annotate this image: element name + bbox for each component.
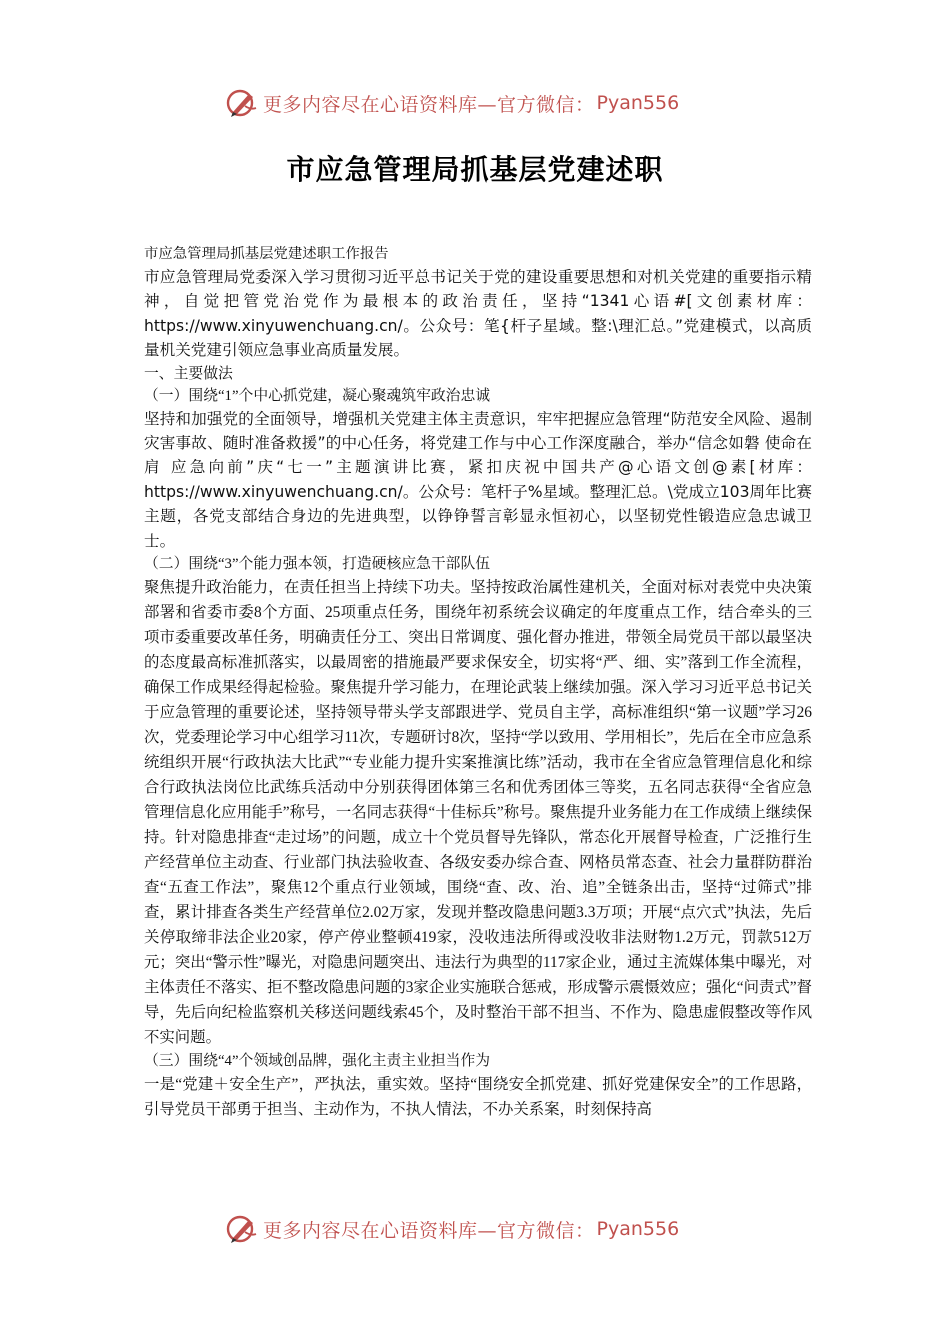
banner-text: 更多内容尽在心语资料库—官方微信： <box>263 1219 595 1242</box>
pen-logo-icon <box>225 1212 259 1246</box>
report-subtitle: 市应急管理局抓基层党建述职工作报告 <box>144 246 389 262</box>
header-banner <box>225 84 725 122</box>
document-title: 市应急管理局抓基层党建述职 <box>286 153 664 186</box>
subsection-3-paragraph: 一是“党建＋安全生产”，严执法，重实效。坚持“围绕安全抓党建、抓好党建保安全”的工作思路，引导党员干部勇于担当、主动作为，不执人情法，不办关系案，时刻保持高 <box>144 1076 812 1119</box>
pen-logo-icon <box>225 86 259 120</box>
section-heading: 一、主要做法 <box>144 365 233 382</box>
document-body <box>144 244 812 1122</box>
subsection-heading-1: （一）围绕“1”个中心抓党建，凝心聚魂筑牢政治忠诚 <box>144 387 491 404</box>
banner-wechat-id: Pyan556 <box>596 92 680 114</box>
subsection-1-paragraph: 坚持和加强党的全面领导，增强机关党建主体主责意识，牢牢把握应急管理“防范安全风险、遏制灾害事故、随时准备救援”的中心任务，将党建工作与中心工作深度融合，举办“信念如磐 使命在肩 应急向前”庆“七一”主题演讲比赛，紧扣庆祝中国共产@心语文创@素[材库：https://www.xinyuwenchuang.cn/。公众号：笔杆子%星域。整理汇总。\党成立103周年比赛主题，各党支部结合身边的先进典型，以铮铮誓言彰显永恒初心，以坚韧党性锻造应急忠诚卫士。 <box>144 409 812 550</box>
subsection-2-paragraph: 聚焦提升政治能力，在责任担当上持续下功夫。坚持按政治属性建机关，全面对标对表党中央决策部署和省委市委8个方面、25项重点任务，围绕年初系统会议确定的年度重点工作，结合牵头的三项市委重要改革任务，明确责任分工、突出日常调度、强化督办推进，带领全局党员干部以最坚决的态度最高标准抓落实，以最周密的措施最严要求保安全，切实将“严、细、实”落到工作全流程，确保工作成果经得起检验。聚焦提升学习能力，在理论武装上继续加强。深入学习习近平总书记关于应急管理的重要论述，坚持领导带头学支部跟进学、党员自主学，高标准组织“第一议题”学习26次，党委理论学习中心组学习11次，专题研讨8次，坚持“学以致用、学用相长”，先后在全市应急系统组织开展“行政执法大比武”“专业能力提升实案推演比练”活动，我市在全省应急管理信息化和综合行政执法岗位比武练兵活动中分别获得团体第三名和优秀团体三等奖，五名同志获得“全省应急管理信息化应用能手”称号，一名同志获得“十佳标兵”称号。聚焦提升业务能力在工作成绩上继续保持。针对隐患排查“走过场”的问题，成立十个党员督导先锋队，常态化开展督导检查，广泛推行生产经营单位主动查、行业部门执法验收查、各级安委办综合查、网格员常态查、社会力量群防群治查“五查工作法”，聚焦12个重点行业领域，围绕“查、改、治、追”全链条出击，坚持“过筛式”排查，累计排查各类生产经营单位2.02万家，发现并整改隐患问题3.3万项；开展“点穴式”执法，先后关停取缔非法企业20家，停产停业整顿419家，没收违法所得或没收非法财物1.2万元，罚款512万元；突出“警示性”曝光，对隐患问题突出、违法行为典型的117家企业，通过主流媒体集中曝光，对主体责任不落实、拒不整改隐患问题的3家企业实施联合惩戒，形成警示震慑效应；强化“问责式”督导，先后向纪检监察机关移送问题线索45个，及时整治干部不担当、不作为、隐患虚假整改等作风不实问题。 <box>144 579 812 1047</box>
subsection-heading-3: （三）围绕“4”个领域创品牌，强化主责主业担当作为 <box>144 1053 491 1070</box>
banner-wechat-id: Pyan556 <box>596 1218 680 1240</box>
footer-banner <box>225 1210 725 1248</box>
intro-paragraph: 市应急管理局党委深入学习贯彻习近平总书记关于党的建设重要思想和对机关党建的重要指示精神，自觉把管党治党作为最根本的政治责任，坚持“1341心语#[文创素材库：https://www.xinyuwenchuang.cn/。公众号：笔{杆子星域。整:\理汇总。”党建模式，以高质量机关党建引领应急事业高质量发展。 <box>144 268 812 360</box>
banner-text: 更多内容尽在心语资料库—官方微信： <box>263 93 595 116</box>
subsection-heading-2: （二）围绕“3”个能力强本领，打造硬核应急干部队伍 <box>144 556 491 573</box>
